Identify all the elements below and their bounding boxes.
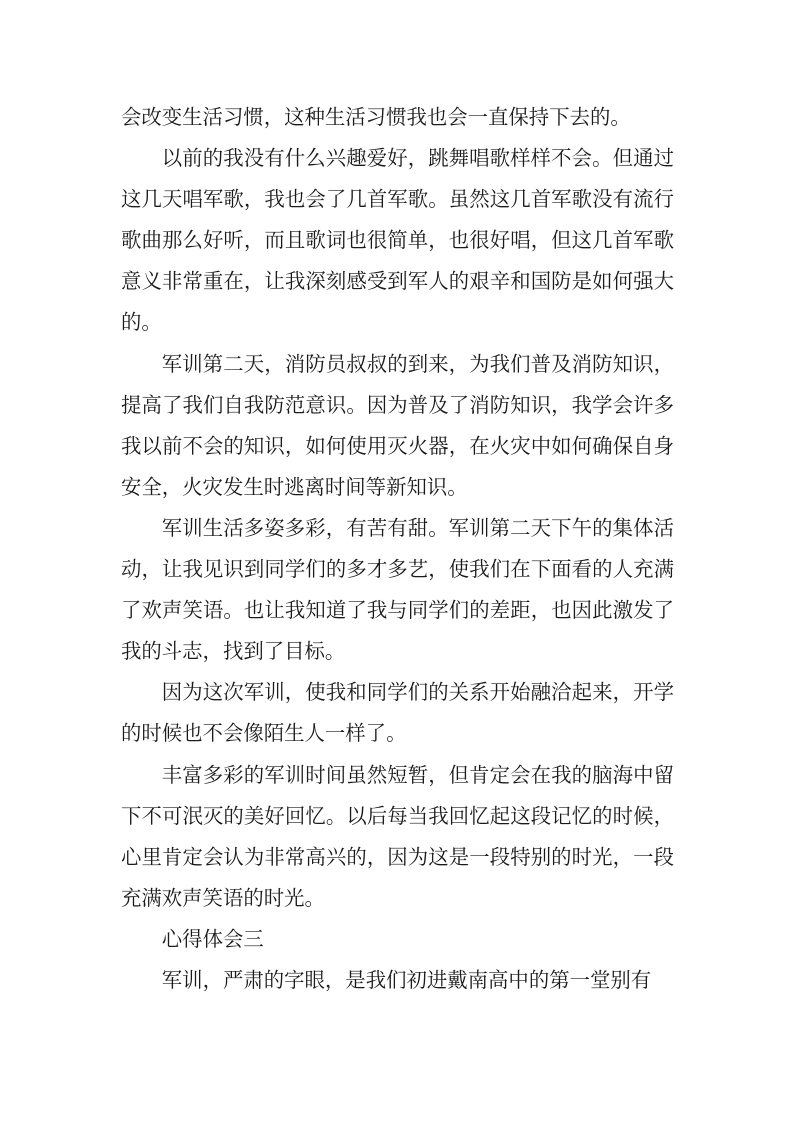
document-body [121,97,674,1001]
paragraph-memories: 丰富多彩的军训时间虽然短暂，但肯定会在我的脑海中留下不可泯灭的美好回忆。以后每当我回忆起这段记忆的时候，心里肯定会认为非常高兴的，因为这是一段特别的时光，一段充满欢声笑语的时光。 [121,762,674,910]
paragraph-fire-safety: 军训第二天，消防员叔叔的到来，为我们普及消防知识，提高了我们自我防范意识。因为普及了消防知识，我学会许多我以前不会的知识，如何使用灭火器，在火灾中如何确保自身安全，火灾发生时逃离时间等新知识。 [121,351,674,499]
paragraph-classmates: 因为这次军训，使我和同学们的关系开始融洽起来，开学的时候也不会像陌生人一样了。 [121,680,674,746]
paragraph-activities: 军训生活多姿多彩，有苦有甜。军训第二天下午的集体活动，让我见识到同学们的多才多艺，使我们在下面看的人充满了欢声笑语。也让我知道了我与同学们的差距，也因此激发了我的斗志，找到了目标。 [121,515,674,664]
paragraph-hobbies: 以前的我没有什么兴趣爱好，跳舞唱歌样样不会。但通过这几天唱军歌，我也会了几首军歌。虽然这几首军歌没有流行歌曲那么好听，而且歌词也很简单，也很好唱，但这几首军歌意义非常重在，让我深刻感受到军人的艰辛和国防是如何强大的。 [121,146,674,335]
paragraph-section-three-start: 军训，严肃的字眼，是我们初进戴南高中的第一堂别有 [161,967,652,992]
paragraph-continued: 会改变生活习惯，这种生活习惯我也会一直保持下去的。 [121,105,631,129]
section-heading: 心得体会三 [161,926,264,951]
